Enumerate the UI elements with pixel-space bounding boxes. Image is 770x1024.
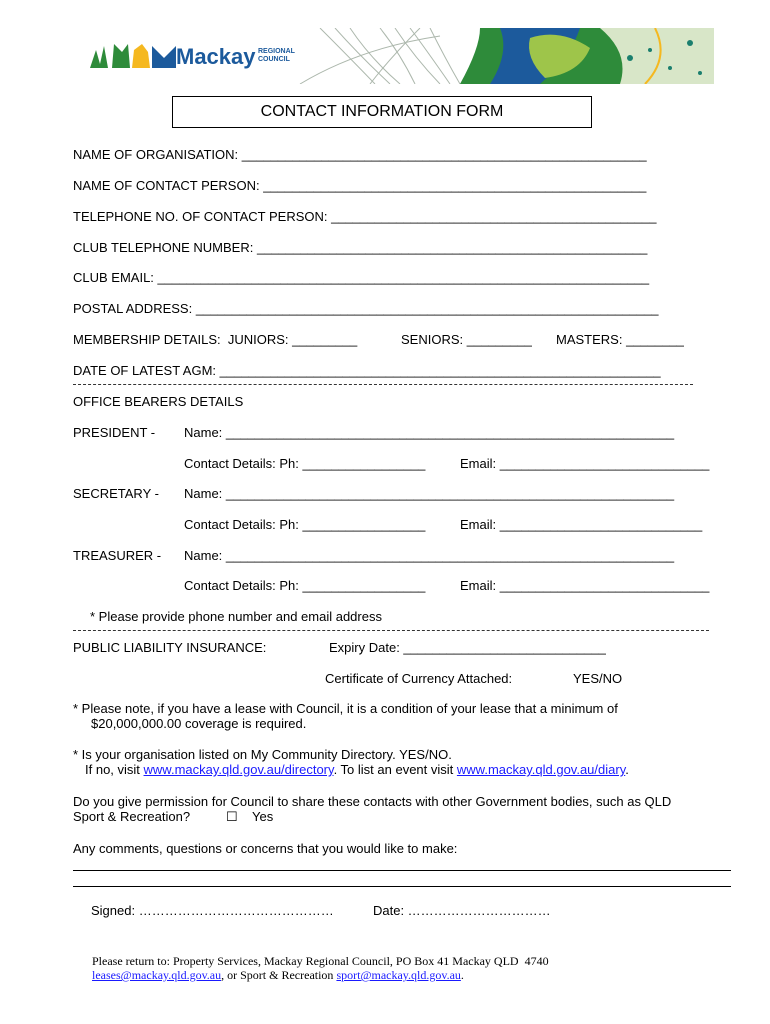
field-club-email[interactable]: CLUB EMAIL: ____________________________________________________________________ — [73, 270, 650, 285]
field-treasurer-name[interactable]: Name: ______________________________________________________________ — [184, 548, 675, 563]
field-postal-address[interactable]: POSTAL ADDRESS: ________________________________________________________________ — [73, 301, 659, 316]
divider-1 — [73, 384, 693, 385]
directory-line-1: * Is your organisation listed on My Community Directory. YES/NO. — [73, 747, 452, 762]
return-text-3: . — [460, 968, 464, 982]
permission-line-2: Sport & Recreation? — [73, 809, 191, 824]
field-agm-date[interactable]: DATE OF LATEST AGM: _____________________________________________________________ — [73, 363, 661, 378]
field-membership-masters[interactable]: MASTERS: ________ — [556, 332, 684, 347]
note-provide-contact: * Please provide phone number and email address — [90, 609, 382, 624]
lease-note-line-1: * Please note, if you have a lease with Council, it is a condition of your lease that a minimum of — [73, 701, 618, 716]
comments-label: Any comments, questions or concerns that you would like to make: — [73, 841, 458, 856]
permission-checkbox[interactable]: ☐ — [226, 809, 238, 824]
directory-text-c: . — [625, 762, 629, 777]
section-office-bearers: OFFICE BEARERS DETAILS — [73, 394, 244, 409]
field-president-name[interactable]: Name: ______________________________________________________________ — [184, 425, 675, 440]
label-secretary: SECRETARY - — [73, 486, 159, 501]
label-certificate: Certificate of Currency Attached: — [325, 671, 513, 686]
field-secretary-phone[interactable]: Contact Details: Ph: _________________ — [184, 517, 426, 532]
directory-text-b: . To list an event visit — [333, 762, 457, 777]
field-certificate-yes-no[interactable]: YES/NO — [573, 671, 623, 686]
field-president-phone[interactable]: Contact Details: Ph: _________________ — [184, 456, 426, 471]
field-treasurer-email[interactable]: Email: _____________________________ — [460, 578, 710, 593]
logo-sub-2: COUNCIL — [258, 56, 290, 63]
return-text-2: , or Sport & Recreation — [221, 968, 337, 982]
label-liability: PUBLIC LIABILITY INSURANCE: — [73, 640, 267, 655]
field-expiry-date[interactable]: Expiry Date: ____________________________ — [329, 640, 606, 655]
directory-link[interactable]: www.mackay.qld.gov.au/directory — [143, 762, 334, 777]
label-president: PRESIDENT - — [73, 425, 156, 440]
diary-link[interactable]: www.mackay.qld.gov.au/diary — [456, 762, 626, 777]
permission-line-1: Do you give permission for Council to share these contacts with other Government bodies, such as QLD — [73, 794, 672, 809]
page-title: CONTACT INFORMATION FORM — [172, 96, 592, 128]
council-logo — [90, 40, 340, 74]
return-line-1: Please return to: Property Services, Mackay Regional Council, PO Box 41 Mackay QLD 4740 — [92, 954, 549, 968]
leases-email-link[interactable]: leases@mackay.qld.gov.au — [92, 968, 222, 982]
field-membership-seniors[interactable]: SENIORS: _________ — [401, 332, 532, 347]
field-secretary-name[interactable]: Name: ______________________________________________________________ — [184, 486, 675, 501]
field-president-email[interactable]: Email: _____________________________ — [460, 456, 710, 471]
label-treasurer: TREASURER - — [73, 548, 162, 563]
logo-mark-icon — [90, 40, 180, 74]
field-date[interactable]: Date: …………………………… — [373, 903, 551, 918]
field-secretary-email[interactable]: Email: ____________________________ — [460, 517, 703, 532]
lease-note-line-2: $20,000,000.00 coverage is required. — [91, 716, 307, 731]
directory-text-a: If no, visit — [85, 762, 144, 777]
field-telephone-contact[interactable]: TELEPHONE NO. OF CONTACT PERSON: _____________________________________________ — [73, 209, 657, 224]
field-membership-juniors[interactable]: MEMBERSHIP DETAILS: JUNIORS: _________ — [73, 332, 358, 347]
comments-line-2[interactable] — [73, 886, 731, 887]
permission-yes-label: Yes — [252, 809, 274, 824]
field-club-telephone[interactable]: CLUB TELEPHONE NUMBER: ______________________________________________________ — [73, 240, 648, 255]
field-signed[interactable]: Signed: ……………………………………… — [91, 903, 334, 918]
divider-2 — [73, 630, 709, 631]
comments-line-1[interactable] — [73, 870, 731, 871]
field-contact-person[interactable]: NAME OF CONTACT PERSON: _____________________________________________________ — [73, 178, 647, 193]
logo-sub-1: REGIONAL — [258, 48, 295, 55]
return-line-2 — [92, 967, 464, 983]
directory-line-2 — [85, 762, 629, 778]
field-organisation[interactable]: NAME OF ORGANISATION: ________________________________________________________ — [73, 147, 647, 162]
logo-name: Mackay — [176, 44, 256, 69]
field-treasurer-phone[interactable]: Contact Details: Ph: _________________ — [184, 578, 426, 593]
sport-email-link[interactable]: sport@mackay.qld.gov.au — [336, 968, 461, 982]
